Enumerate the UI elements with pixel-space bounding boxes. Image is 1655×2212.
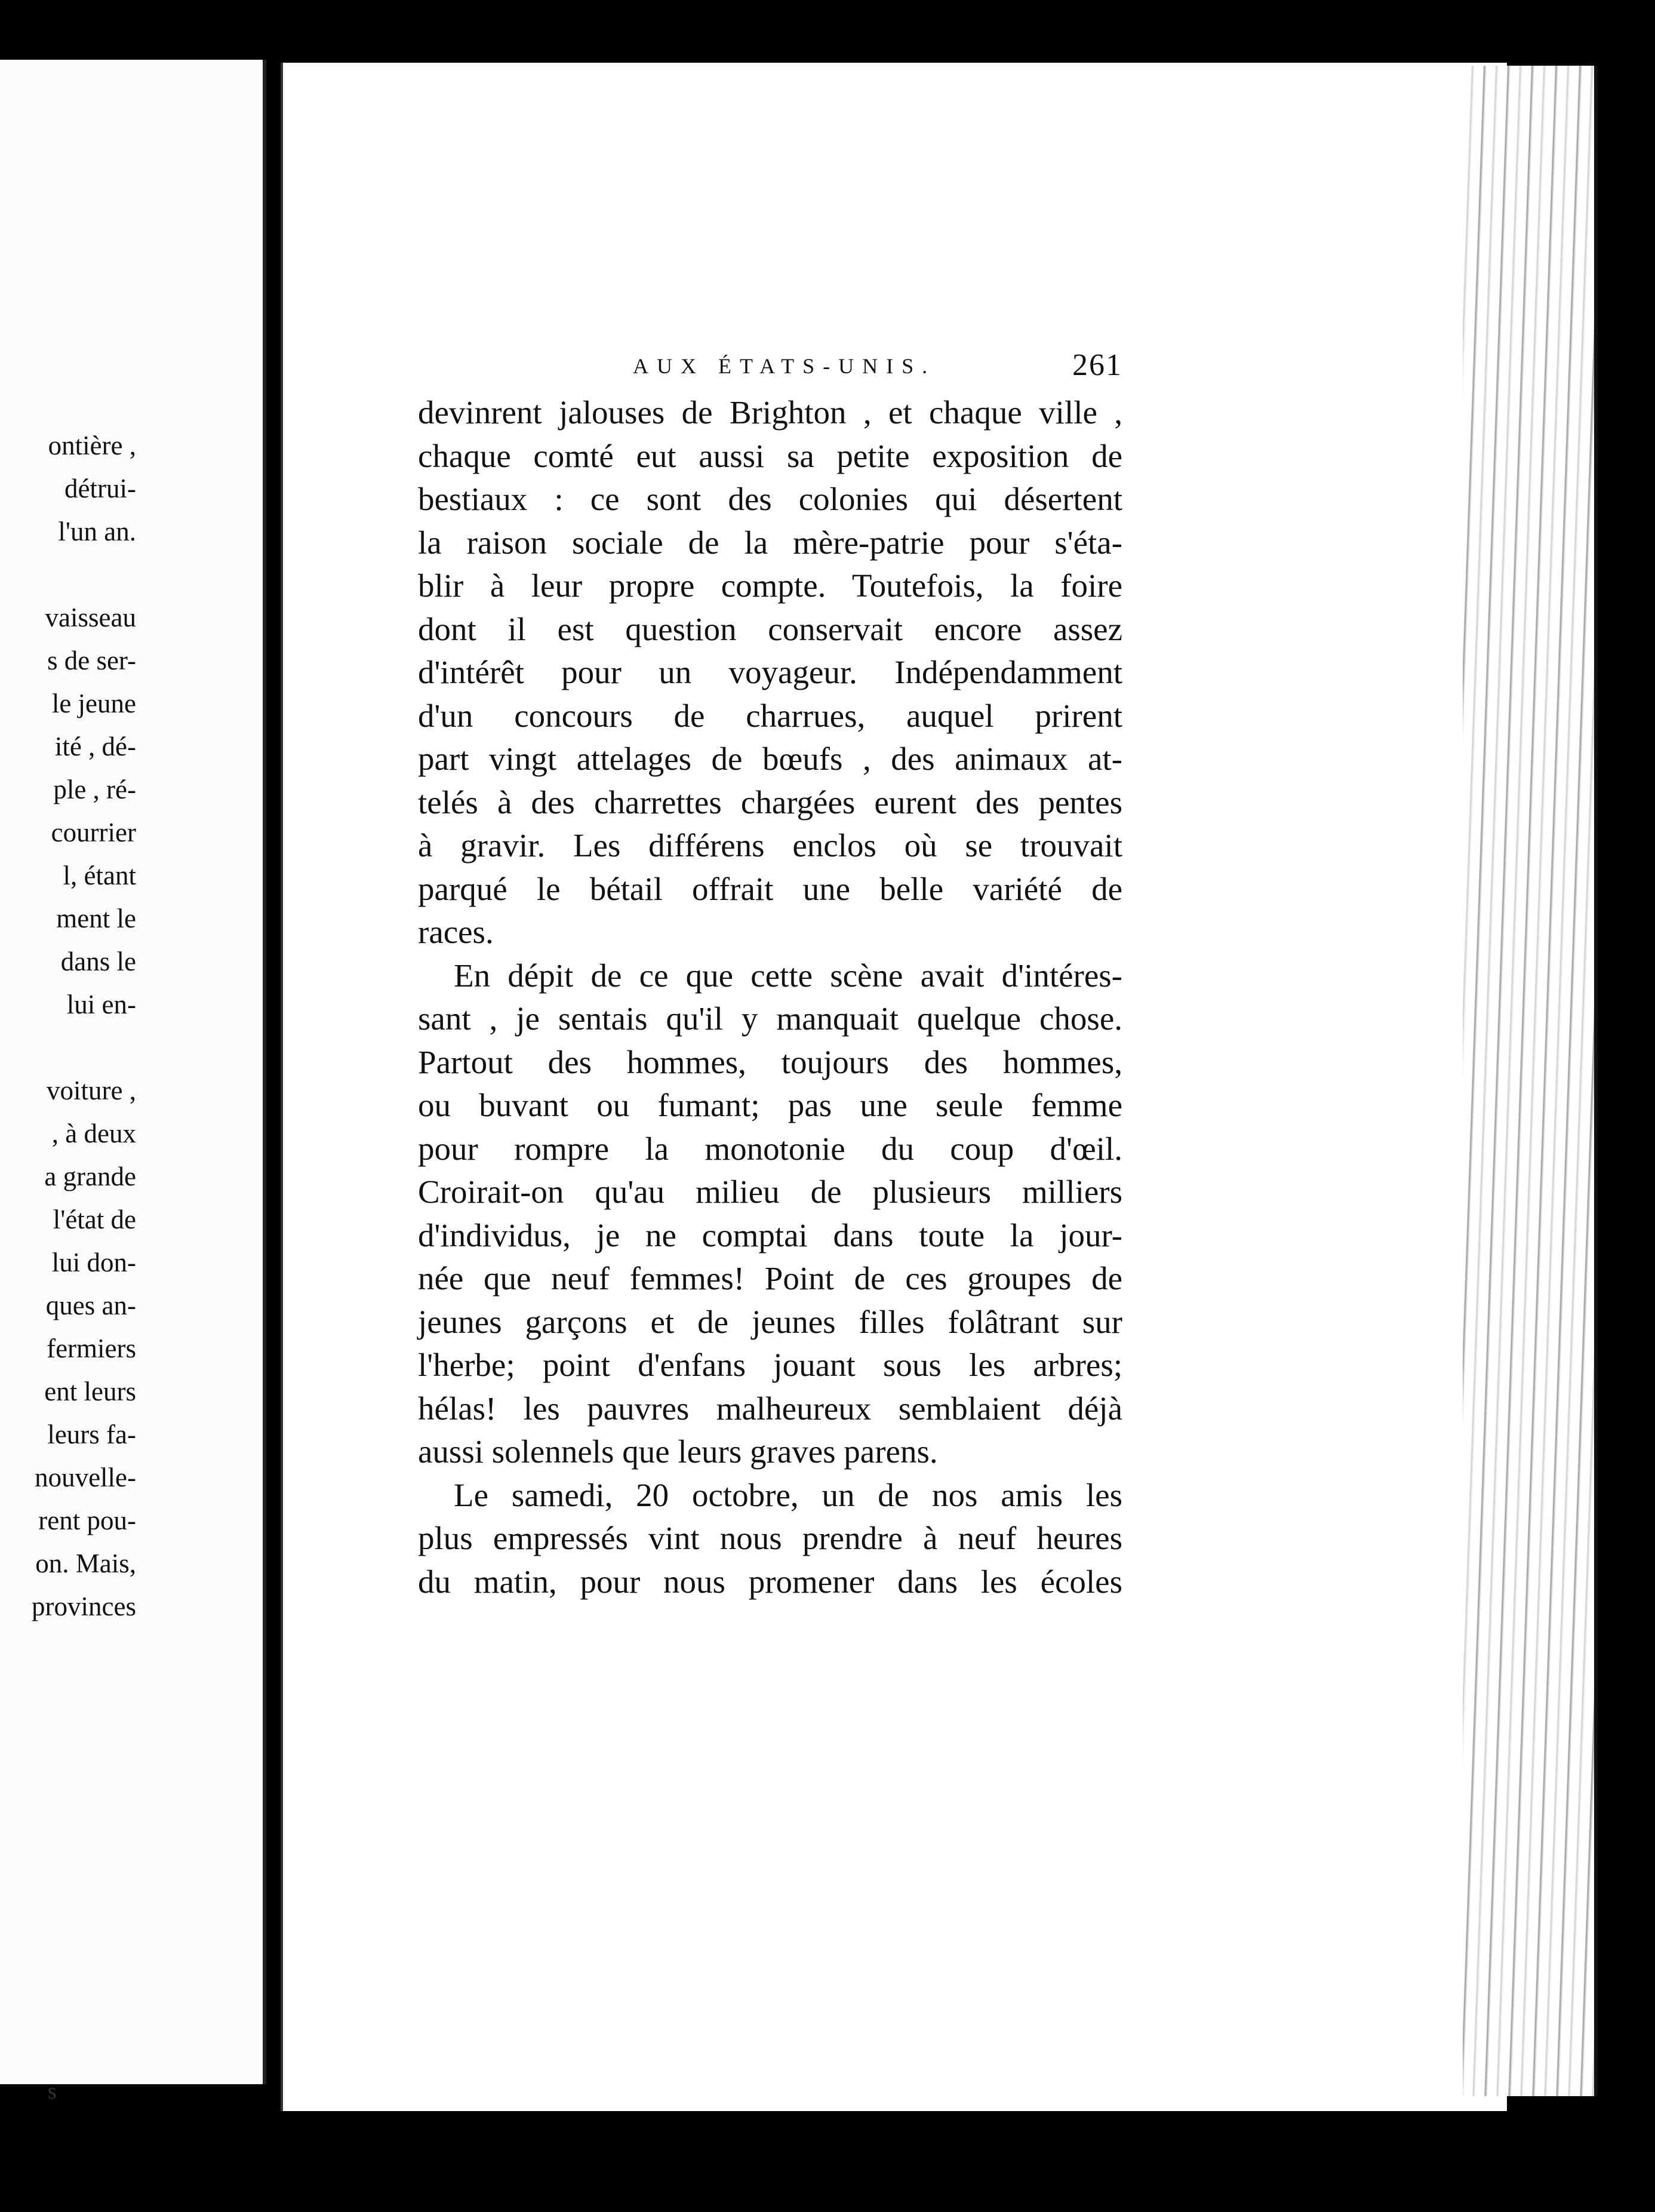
text-line: la raison sociale de la mère-patrie pour s'éta- [418, 524, 1122, 561]
facing-page-line: le jeune [51, 689, 136, 718]
text-line: du matin, pour nous promener dans les écoles [418, 1563, 1122, 1600]
text-line: ou buvant ou fumant; pas une seule femme [418, 1087, 1122, 1123]
facing-page-line: l'un an. [58, 517, 136, 546]
text-line: telés à des charrettes chargées eurent des pentes [418, 784, 1122, 821]
facing-page-mark: s [48, 2079, 57, 2104]
text-line: dont il est question conservait encore assez [418, 610, 1122, 647]
facing-page-line: l'état de [53, 1205, 136, 1234]
facing-page-line: lui don- [51, 1248, 136, 1277]
text-line: Le samedi, 20 octobre, un de nos amis les [454, 1476, 1122, 1513]
running-title: AUX ÉTATS-UNIS. [633, 354, 936, 378]
facing-page-text [0, 424, 136, 1628]
text-line: Croirait-on qu'au milieu de plusieurs milliers [418, 1173, 1122, 1210]
text-line: d'un concours de charrues, auquel prirent [418, 697, 1122, 734]
running-header [633, 348, 1122, 382]
page-number: 261 [1072, 348, 1122, 382]
text-line: l'herbe; point d'enfans jouant sous les arbres; [418, 1347, 1122, 1383]
text-line: races. [418, 914, 494, 950]
facing-page-line: ple , ré- [53, 775, 136, 804]
text-line: plus empressés vint nous prendre à neuf heures [418, 1520, 1122, 1556]
text-line: chaque comté eut aussi sa petite exposition de [418, 437, 1122, 474]
facing-page-line: nouvelle- [35, 1463, 136, 1492]
text-line: devinrent jalouses de Brighton , et chaque ville , [418, 394, 1122, 431]
facing-page-line: s de ser- [47, 646, 136, 675]
text-line: d'intérêt pour un voyageur. Indépendamment [418, 654, 1122, 690]
text-line: hélas! les pauvres malheureux semblaient déjà [418, 1390, 1122, 1427]
text-line: bestiaux : ce sont des colonies qui désertent [418, 481, 1122, 517]
facing-page-line: provinces [32, 1592, 136, 1621]
facing-page-line: ité , dé- [54, 732, 136, 761]
text-line: En dépit de ce que cette scène avait d'intéres- [454, 957, 1122, 994]
facing-page-line: ques an- [45, 1291, 136, 1320]
facing-page-line [0, 1026, 136, 1069]
facing-page-line: courrier [51, 818, 136, 847]
body-text [418, 391, 1122, 1603]
facing-page-line: on. Mais, [35, 1549, 136, 1578]
text-line: blir à leur propre compte. Toutefois, la foire [418, 567, 1122, 604]
facing-page-line: ment le [56, 904, 136, 933]
facing-page-line: , à deux [51, 1119, 136, 1148]
facing-page-line: fermiers [47, 1334, 136, 1363]
text-line: à gravir. Les différens enclos où se trouvait [418, 827, 1122, 864]
facing-page-line: a grande [44, 1162, 136, 1191]
facing-page-line: voiture , [47, 1076, 136, 1105]
text-line: aussi solennels que leurs graves parens. [418, 1433, 938, 1470]
facing-page-line: ent leurs [44, 1377, 136, 1406]
facing-page-line: vaisseau [45, 603, 136, 632]
facing-page-line [0, 553, 136, 596]
facing-page-line: dans le [60, 947, 136, 976]
text-line: née que neuf femmes! Point de ces groupes de [418, 1260, 1122, 1297]
page-edge [1391, 66, 1598, 2096]
facing-page-left [0, 60, 266, 2104]
text-line: part vingt attelages de bœufs , des animaux at- [418, 741, 1122, 777]
facing-page-line: ontière , [48, 431, 136, 460]
facing-page-line: rent pou- [38, 1506, 136, 1535]
text-line: d'individus, je ne comptai dans toute la jour- [418, 1216, 1122, 1254]
facing-page-line: l, étant [63, 861, 136, 890]
text-line: sant , je sentais qu'il y manquait quelque chose. [418, 1000, 1122, 1037]
facing-page-line: lui en- [66, 990, 136, 1019]
facing-page-line: leurs fa- [47, 1420, 136, 1449]
text-line: parqué le bétail offrait une belle variété de [418, 870, 1122, 907]
facing-page-line: détrui- [64, 474, 136, 503]
text-line: jeunes garçons et de jeunes filles folâtrant sur [418, 1303, 1122, 1340]
text-line: Partout des hommes, toujours des hommes, [418, 1043, 1122, 1080]
text-line: pour rompre la monotonie du coup d'œil. [418, 1130, 1122, 1167]
